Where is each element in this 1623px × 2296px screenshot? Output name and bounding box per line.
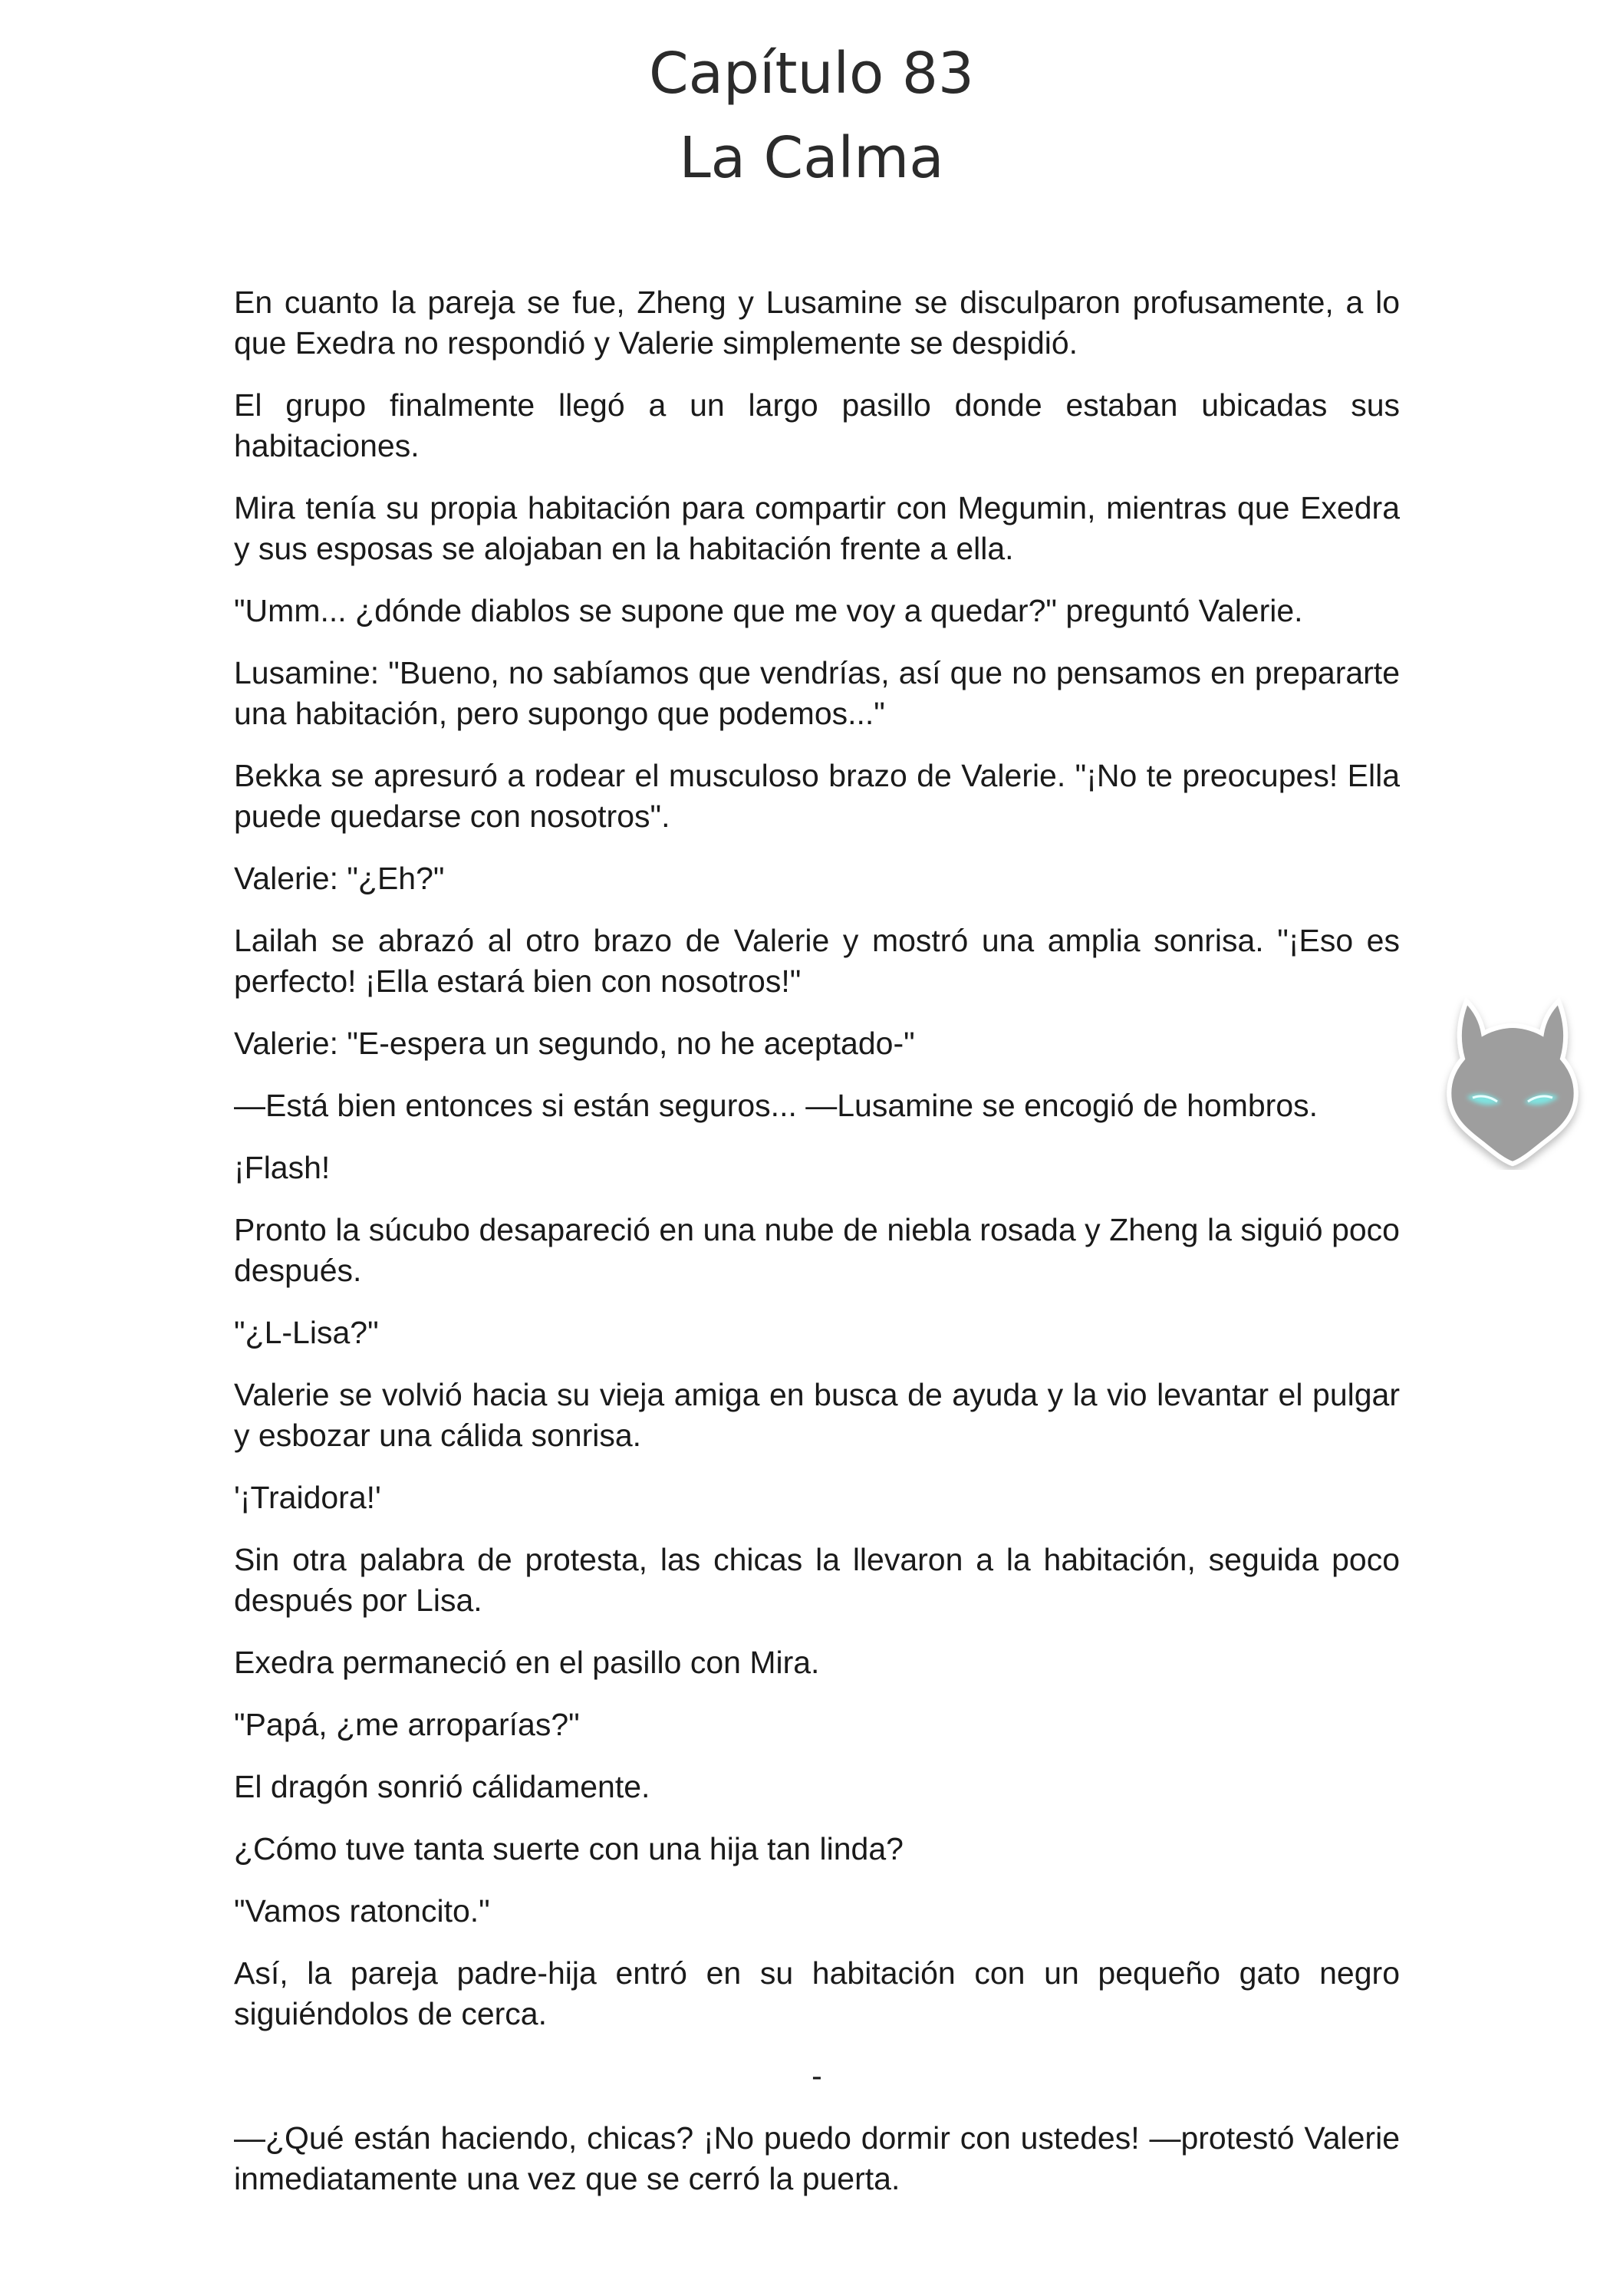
paragraph: "Vamos ratoncito.": [234, 1893, 490, 1929]
chapter-number: Capítulo 83: [649, 41, 974, 107]
paragraph: El dragón sonrió cálidamente.: [234, 1769, 650, 1804]
paragraph: Así, la pareja padre-hija entró en su habitación con un pequeño gato negro siguiéndolos de cerca.: [234, 1955, 1400, 2031]
paragraph: Lailah se abrazó al otro brazo de Valerie y mostró una amplia sonrisa. "¡Eso es perfecto! ¡Ella estará bien con nosotros!": [234, 923, 1400, 999]
demon-head-icon: [1436, 993, 1589, 1170]
paragraph: ¿Cómo tuve tanta suerte con una hija tan linda?: [234, 1831, 904, 1866]
paragraph: Pronto la súcubo desapareció en una nube de niebla rosada y Zheng la siguió poco después.: [234, 1212, 1400, 1288]
paragraph: Lusamine: "Bueno, no sabíamos que vendrías, así que no pensamos en prepararte una habitación, pero supongo que podemos...": [234, 655, 1400, 731]
paragraph: —¿Qué están haciendo, chicas? ¡No puedo dormir con ustedes! —protestó Valerie inmediatamente una vez que se cerró la puerta.: [234, 2120, 1400, 2196]
paragraph: "Papá, ¿me arroparías?": [234, 1707, 580, 1742]
paragraph: Valerie: "E-espera un segundo, no he aceptado-": [234, 1026, 915, 1061]
paragraph: "¿L-Lisa?": [234, 1315, 379, 1350]
paragraph: —Está bien entonces si están seguros... —Lusamine se encogió de hombros.: [234, 1088, 1318, 1123]
paragraph: "Umm... ¿dónde diablos se supone que me voy a quedar?" preguntó Valerie.: [234, 593, 1303, 628]
paragraph: Sin otra palabra de protesta, las chicas la llevaron a la habitación, seguida poco después por Lisa.: [234, 1542, 1400, 1618]
paragraph: En cuanto la pareja se fue, Zheng y Lusamine se disculparon profusamente, a lo que Exedra no respondió y Valerie simplemente se despidió.: [234, 285, 1400, 361]
paragraph: El grupo finalmente llegó a un largo pasillo donde estaban ubicadas sus habitaciones.: [234, 387, 1400, 463]
scene-separator: -: [812, 2058, 822, 2093]
chapter-body: [234, 282, 1400, 2221]
paragraph: Valerie se volvió hacia su vieja amiga en busca de ayuda y la vio levantar el pulgar y esbozar una cálida sonrisa.: [234, 1377, 1400, 1453]
paragraph: '¡Traidora!': [234, 1480, 381, 1515]
paragraph: Mira tenía su propia habitación para compartir con Megumin, mientras que Exedra y sus esposas se alojaban en la habitación frente a ella.: [234, 490, 1400, 566]
paragraph: ¡Flash!: [234, 1150, 331, 1185]
paragraph: Exedra permaneció en el pasillo con Mira.: [234, 1645, 820, 1680]
paragraph: Valerie: "¿Eh?": [234, 861, 445, 896]
chapter-title: La Calma: [679, 125, 944, 191]
paragraph: Bekka se apresuró a rodear el musculoso brazo de Valerie. "¡No te preocupes! Ella puede quedarse con nosotros".: [234, 758, 1400, 834]
